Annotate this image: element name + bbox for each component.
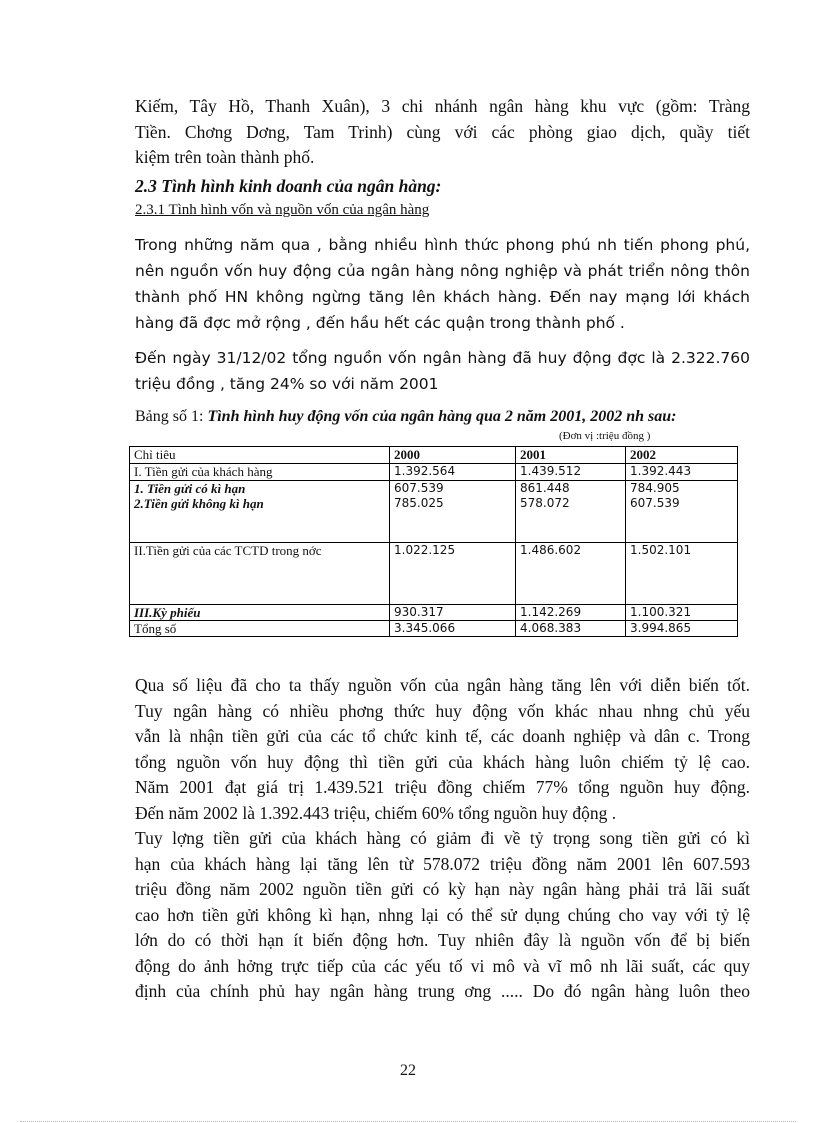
value-line: 607.539 (394, 481, 444, 495)
text-line: Tiền. Chơng Dơng, Tam Trinh) cùng với các phòng giao dịch, quầy tiết (135, 121, 750, 142)
subsection-heading: 2.3.1 Tình hình vốn và nguồn vốn của ngân hàng (135, 202, 430, 218)
value-cell: 1.142.269 (516, 605, 626, 621)
table-row (130, 543, 738, 605)
text-line: Trong những năm qua , bằng nhiều hình thức phong phú nh tiến phong phú, (135, 236, 750, 254)
value-cell: 1.022.125 (390, 543, 516, 605)
text-line: Đến ngày 31/12/02 tổng nguồn vốn ngân hàng đã huy động đợc là 2.322.760 (135, 349, 750, 367)
value-cell (390, 481, 516, 543)
text-line: lớn do có thời hạn ít biến động hơn. Tuy nhiên đây là nguồn vốn để bị biến (135, 930, 750, 950)
text-line: kiệm trên toàn thành phố. (135, 147, 315, 167)
section-heading: 2.3 Tình hình kinh doanh của ngân hàng: (135, 176, 442, 196)
table-header-row (130, 447, 738, 464)
capital-table (129, 446, 738, 637)
table-caption-prefix: Bảng số 1: (135, 408, 208, 425)
text-line: cao hơn tiền gửi không kì hạn, nhng lại có thể sử dụng chúng cho vay với tỷ lệ (135, 904, 750, 925)
row-label: III.Kỳ phiếu (130, 605, 390, 621)
row-label: I. Tiền gửi của khách hàng (130, 464, 390, 481)
value-cell: 1.486.602 (516, 543, 626, 605)
text-line: Tuy lợng tiền gửi của khách hàng có giảm đi về tỷ trọng song tiền gửi có kì (135, 828, 750, 848)
value-line: 578.072 (520, 496, 570, 510)
text-line: vẫn là nhận tiền gửi của các tổ chức kinh tế, các doanh nghiệp và dân c. Trong (135, 726, 750, 746)
intro-paragraph (135, 94, 750, 171)
value-cell: 3.994.865 (626, 621, 738, 637)
text-line: định của chính phủ hay ngân hàng trung ơng ..... Do đó ngân hàng luôn theo (135, 981, 750, 1001)
value-cell: 930.317 (390, 605, 516, 621)
text-line: nên nguồn vốn huy động của ngân hàng nông nghiệp và phát triển nông thôn (135, 262, 750, 280)
value-cell (626, 481, 738, 543)
row-label (130, 481, 390, 543)
text-line: Kiếm, Tây Hồ, Thanh Xuân), 3 chi nhánh ngân hàng khu vực (gồm: Tràng (135, 96, 750, 116)
text-line: thành phố HN không ngừng tăng lên khách hàng. Đến nay mạng lới khách (135, 288, 750, 306)
text-line: Năm 2001 đạt giá trị 1.439.521 triệu đồng chiếm 77% tổng nguồn huy động. (135, 777, 750, 797)
header-cell: 2001 (516, 447, 626, 464)
text-line: Tuy ngân hàng có nhiều phơng thức huy động vốn khác nhau nhng chủ yếu (135, 700, 750, 721)
value-cell: 1.392.443 (626, 464, 738, 481)
table-row (130, 481, 738, 543)
unit-note: (Đơn vị :triệu đồng ) (559, 430, 651, 442)
row-label-line: 2.Tiền gửi không kì hạn (134, 496, 264, 511)
value-line: 607.539 (630, 496, 680, 510)
value-cell (516, 481, 626, 543)
text-line: tổng nguồn vốn huy động thì tiền gửi của khách hàng luôn chiếm tỷ lệ cao. (135, 751, 750, 772)
paragraph-capital-sources (135, 232, 750, 336)
text-line: triệu đồng năm 2002 nguồn tiền gửi có kỳ hạn này ngân hàng phải trả lãi suất (135, 879, 750, 899)
text-line: hàng đã đợc mở rộng , đến hầu hết các quận trong thành phố . (135, 314, 625, 332)
page-edge-divider (20, 1121, 796, 1122)
text-line: Đến năm 2002 là 1.392.443 triệu, chiếm 60% tổng nguồn huy động . (135, 802, 617, 823)
value-line: 861.448 (520, 481, 570, 495)
value-cell: 1.100.321 (626, 605, 738, 621)
table-row (130, 605, 738, 621)
table-caption (135, 404, 750, 430)
value-cell: 1.392.564 (390, 464, 516, 481)
text-line: hạn của khách hàng lại tăng lên từ 578.072 triệu đồng năm 2001 lên 607.593 (135, 853, 750, 874)
value-line: 785.025 (394, 496, 444, 510)
paragraph-analysis (135, 673, 750, 826)
value-cell: 1.502.101 (626, 543, 738, 605)
text-line: triệu đồng , tăng 24% so với năm 2001 (135, 375, 439, 393)
text-line: động do ảnh hởng trực tiếp của các yếu tố vi mô và vĩ mô nh lãi suất, các quy (135, 955, 750, 976)
header-cell: 2000 (390, 447, 516, 464)
row-label: II.Tiền gửi của các TCTD trong nớc (130, 543, 390, 605)
header-cell: 2002 (626, 447, 738, 464)
paragraph-total-capital (135, 345, 750, 397)
value-cell: 4.068.383 (516, 621, 626, 637)
text-line: Qua số liệu đã cho ta thấy nguồn vốn của ngân hàng tăng lên với diễn biến tốt. (135, 675, 750, 695)
value-cell: 1.439.512 (516, 464, 626, 481)
table-row (130, 464, 738, 481)
header-cell: Chỉ tiêu (130, 447, 390, 464)
table-caption-title: Tình hình huy động vốn của ngân hàng qua 2 năm 2001, 2002 nh sau: (207, 408, 677, 425)
paragraph-term-deposits (135, 826, 750, 1005)
row-label-line: 1. Tiền gửi có kì hạn (134, 481, 246, 496)
value-cell: 3.345.066 (390, 621, 516, 637)
page-number: 22 (400, 1062, 416, 1079)
row-label: Tổng số (130, 621, 390, 637)
value-line: 784.905 (630, 481, 680, 495)
table-row (130, 621, 738, 637)
